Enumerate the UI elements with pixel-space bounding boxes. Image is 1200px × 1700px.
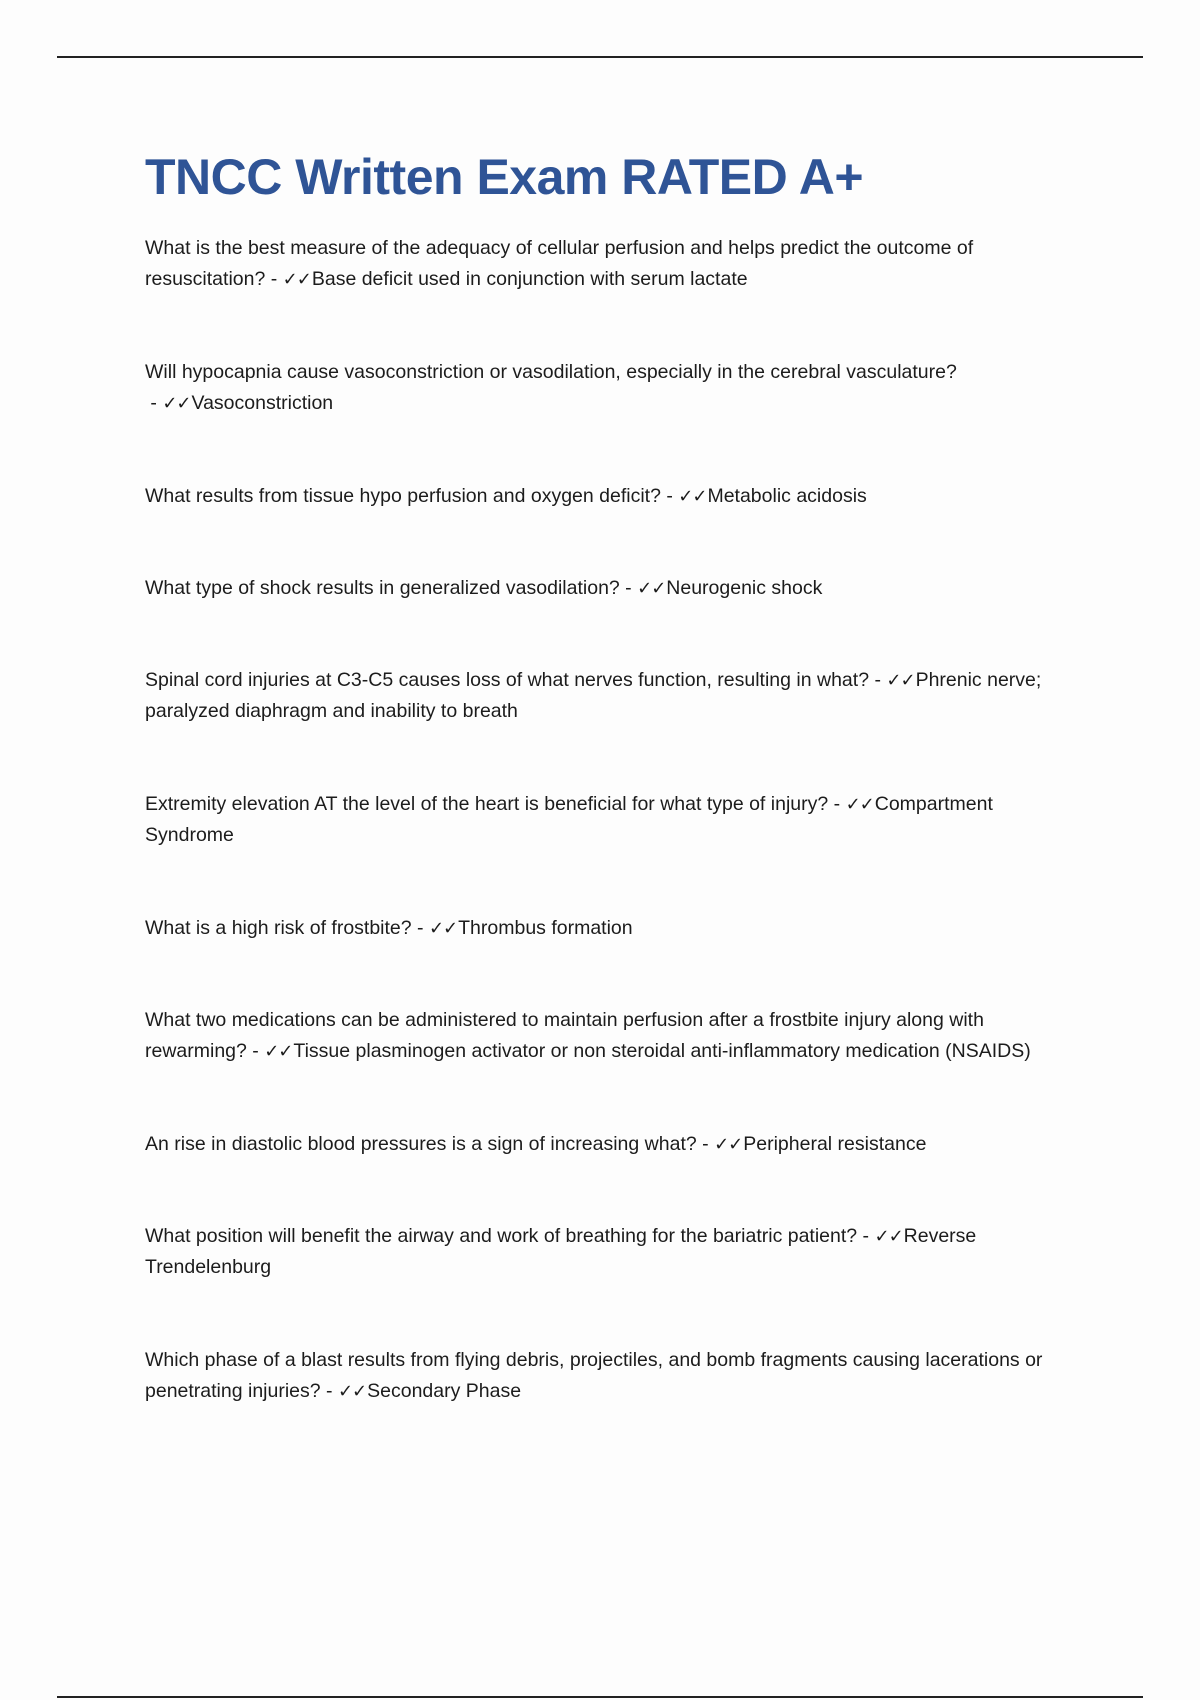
answer-text: Metabolic acidosis (707, 485, 867, 507)
question-text: What is a high risk of frostbite? (145, 917, 412, 939)
separator: - (660, 485, 679, 507)
answer-text: Reverse Trendelenburg (145, 1225, 977, 1278)
qa-list (145, 233, 1075, 1407)
check-icon: ✓✓ (428, 918, 458, 939)
check-icon: ✓✓ (637, 578, 666, 599)
question-text: What position will benefit the airway and work of breathing for the bariatric patient? (145, 1225, 858, 1247)
qa-item-10 (145, 1221, 1075, 1283)
qa-item-11 (145, 1345, 1075, 1407)
answer-text: Peripheral resistance (743, 1133, 927, 1155)
qa-item-2 (145, 357, 1075, 419)
qa-item-3 (145, 481, 1075, 512)
separator: - (145, 392, 163, 414)
question-text: Spinal cord injuries at C3-C5 causes loss of what nerves function, resulting in what? (145, 669, 870, 691)
question-text: Will hypocapnia cause vasoconstriction or vasodilation, especially in the cerebral vasculature? (145, 361, 957, 383)
qa-item-6 (145, 789, 1075, 851)
separator: - (246, 1040, 265, 1062)
separator: - (828, 793, 846, 815)
question-text: What type of shock results in generalized vasodilation? (145, 577, 620, 599)
answer-text: Base deficit used in conjunction with serum lactate (311, 268, 748, 290)
answer-text: Vasoconstriction (191, 392, 334, 414)
separator: - (696, 1133, 715, 1155)
check-icon: ✓✓ (678, 486, 707, 507)
check-icon: ✓✓ (845, 794, 874, 815)
answer-text: Secondary Phase (367, 1380, 522, 1402)
question-text: What is the best measure of the adequacy of cellular perfusion and helps predict the outcome of resuscitation? (145, 237, 974, 290)
check-icon: ✓✓ (874, 1226, 903, 1247)
question-text: Which phase of a blast results from flying debris, projectiles, and bomb fragments causing lacerations or penetrating injuries? (145, 1349, 1043, 1402)
separator: - (619, 577, 638, 599)
page-title: TNCC Written Exam RATED A+ (145, 149, 864, 205)
check-icon: ✓✓ (886, 670, 915, 691)
separator: - (320, 1380, 338, 1402)
qa-item-8 (145, 1005, 1075, 1067)
check-icon: ✓✓ (264, 1041, 293, 1062)
qa-item-9 (145, 1129, 1075, 1160)
question-text: What two medications can be administered to maintain perfusion after a frostbite injury along with rewarming? (145, 1009, 984, 1062)
check-icon: ✓✓ (282, 269, 311, 290)
question-text: An rise in diastolic blood pressures is a sign of increasing what? (145, 1133, 697, 1155)
footer-rule (57, 1696, 1143, 1698)
answer-text: Compartment Syndrome (145, 793, 993, 846)
check-icon: ✓✓ (162, 393, 191, 414)
qa-item-4 (145, 573, 1075, 604)
qa-item-7 (145, 913, 1075, 944)
qa-item-1 (145, 233, 1075, 295)
answer-text: Tissue plasminogen activator or non steroidal anti-inflammatory medication (NSAIDS) (293, 1040, 1031, 1062)
separator: - (265, 268, 283, 290)
question-text: What results from tissue hypo perfusion and oxygen deficit? (145, 485, 661, 507)
answer-text: Phrenic nerve; paralyzed diaphragm and inability to breath (145, 669, 1042, 722)
separator: - (411, 917, 429, 939)
answer-text: Thrombus formation (458, 917, 633, 939)
question-text: Extremity elevation AT the level of the heart is beneficial for what type of injury? (145, 793, 829, 815)
check-icon: ✓✓ (337, 1381, 367, 1402)
qa-item-5 (145, 665, 1075, 727)
header-rule (57, 56, 1143, 58)
separator: - (869, 669, 887, 691)
separator: - (857, 1225, 875, 1247)
answer-text: Neurogenic shock (666, 577, 823, 599)
check-icon: ✓✓ (714, 1134, 743, 1155)
